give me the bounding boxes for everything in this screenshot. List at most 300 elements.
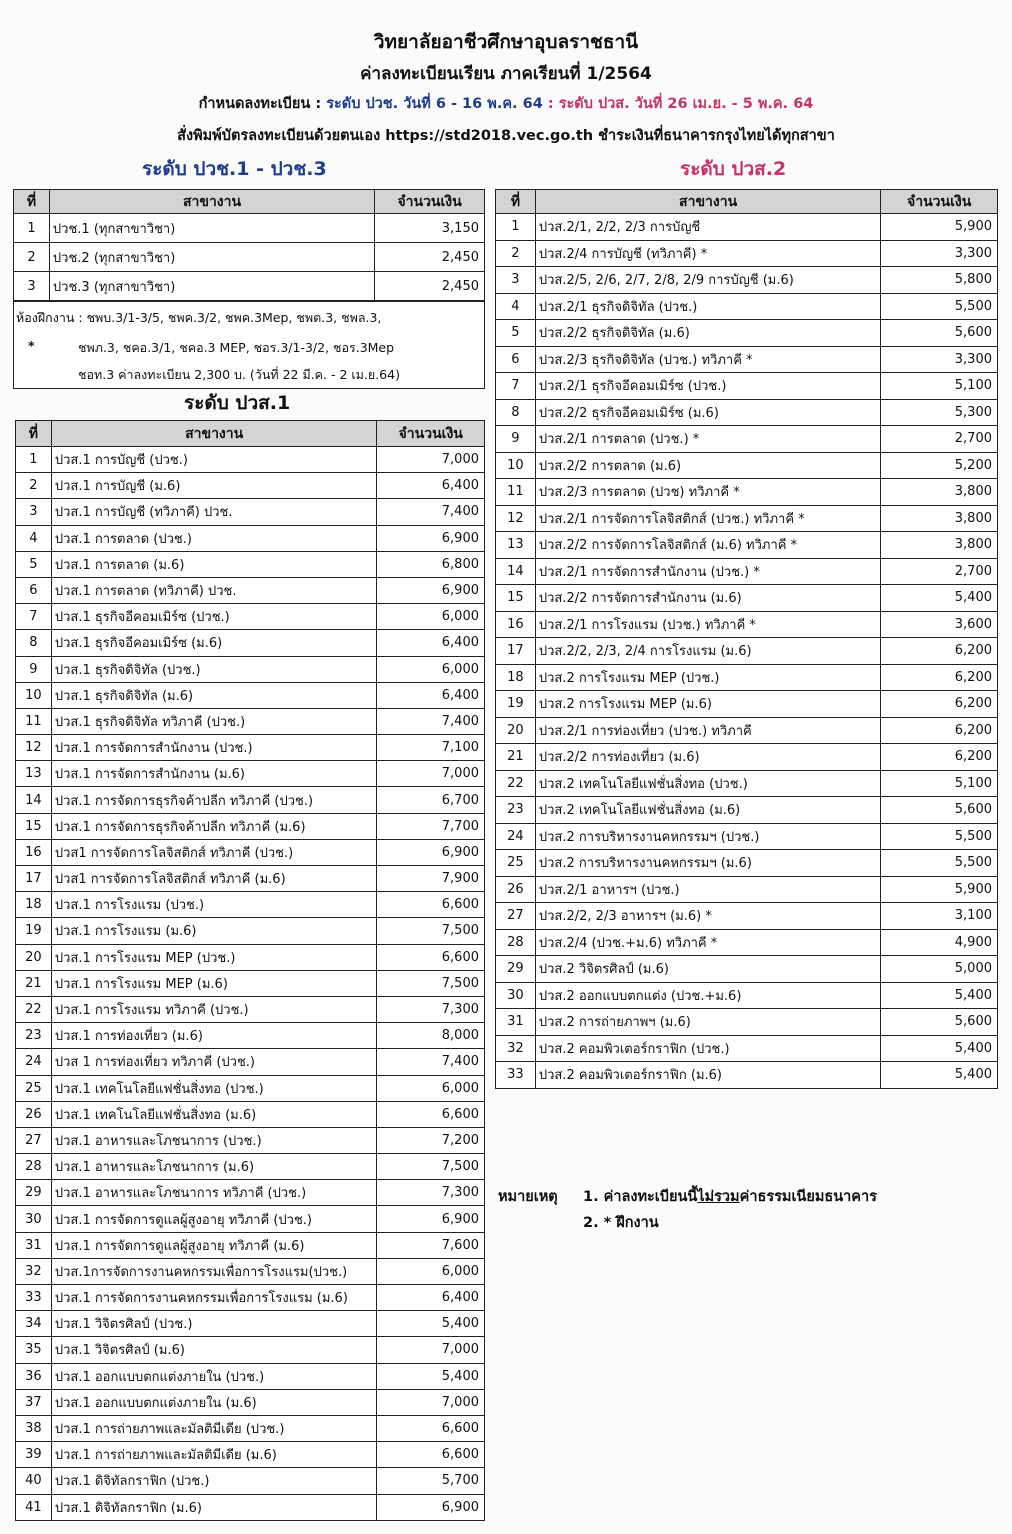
fee-amount: 6,200 — [881, 691, 998, 718]
major-name: ปวส.1 ธุรกิจอีคอมเมิร์ซ (ม.6) — [51, 630, 377, 656]
fee-amount: 7,100 — [377, 735, 485, 761]
row-number: 2 — [16, 473, 52, 499]
remark-item-2: 2. * ฝึกงาน — [583, 1215, 659, 1231]
table-row — [16, 1232, 485, 1258]
major-name: ปวส.1 ดิจิทัลกราฟิก (ม.6) — [51, 1494, 377, 1520]
major-name: ปวส.2/1 อาหารฯ (ปวช.) — [535, 876, 880, 903]
fee-amount: 7,400 — [377, 499, 485, 525]
row-number: 33 — [496, 1062, 536, 1089]
fee-amount: 5,400 — [881, 982, 998, 1009]
row-number: 17 — [496, 638, 536, 665]
major-name: ปวส.1 การตลาด (ทวิภาคี) ปวช. — [51, 577, 377, 603]
major-name: ปวส.2/1 ธุรกิจดิจิทัล (ปวช.) — [535, 293, 880, 320]
major-name: ปวส.2 เทคโนโลยีแฟชั่นสิ่งทอ (ม.6) — [535, 797, 880, 824]
table-row — [496, 320, 998, 347]
table-row — [16, 1101, 485, 1127]
fee-amount: 3,800 — [881, 532, 998, 559]
table-row — [496, 876, 998, 903]
fee-amount: 7,500 — [377, 1154, 485, 1180]
col-amount-header: จำนวนเงิน — [377, 421, 485, 447]
remark-1-prefix: 1. ค่าลงทะเบียนนี้ — [583, 1189, 698, 1205]
row-number: 24 — [496, 823, 536, 850]
major-name: ปวส.1 อาหารและโภชนาการ (ปวช.) — [51, 1127, 377, 1153]
fee-amount: 5,600 — [881, 797, 998, 824]
table-row — [16, 761, 485, 787]
table-row — [16, 630, 485, 656]
major-name: ปวส.2/2 การจัดการโลจิสติกส์ (ม.6) ทวิภาคี * — [535, 532, 880, 559]
row-number: 3 — [16, 499, 52, 525]
row-number: 31 — [496, 1009, 536, 1036]
registration-dates-label: กำหนดลงทะเบียน : — [198, 96, 327, 112]
fee-amount: 7,300 — [377, 1180, 485, 1206]
table-row — [496, 744, 998, 771]
table-row — [496, 770, 998, 797]
table-row — [496, 558, 998, 585]
fee-amount: 5,900 — [881, 214, 998, 241]
table-row — [16, 918, 485, 944]
row-number: 8 — [496, 399, 536, 426]
table-row — [16, 866, 485, 892]
fee-amount: 5,500 — [881, 850, 998, 877]
fee-amount: 5,700 — [377, 1468, 485, 1494]
table-row — [496, 664, 998, 691]
major-name: ปวช.1 (ทุกสาขาวิชา) — [49, 214, 374, 243]
row-number: 5 — [496, 320, 536, 347]
fee-amount: 7,700 — [377, 813, 485, 839]
col-no-header: ที่ — [16, 421, 52, 447]
table-row — [16, 735, 485, 761]
major-name: ปวส.2/3 ธุรกิจดิจิทัล (ปวช.) ทวิภาคี * — [535, 346, 880, 373]
fee-amount: 6,400 — [377, 473, 485, 499]
row-number: 4 — [16, 525, 52, 551]
major-name: ปวส.2 การบริหารงานคหกรรมฯ (ม.6) — [535, 850, 880, 877]
row-number: 23 — [16, 1023, 52, 1049]
major-name: ปวส.1 ธุรกิจดิจิทัล (ม.6) — [51, 682, 377, 708]
fee-amount: 2,700 — [881, 558, 998, 585]
row-number: 7 — [496, 373, 536, 400]
table-row — [496, 691, 998, 718]
major-name: ปวส.1 การบัญชี (ปวช.) — [51, 447, 377, 473]
row-number: 15 — [496, 585, 536, 612]
table-row — [16, 813, 485, 839]
remark-1-underlined: ไม่รวม — [697, 1189, 740, 1205]
major-name: ปวส.1 ธุรกิจดิจิทัล ทวิภาคี (ปวช.) — [51, 708, 377, 734]
major-name: ปวส.2/2, 2/3 อาหารฯ (ม.6) * — [535, 903, 880, 930]
workshop-note-line1: ห้องฝึกงาน : ชพบ.3/1-3/5, ชพค.3/2, ชพค.3Mep, ชพต.3, ชพล.3, — [16, 310, 382, 325]
row-number: 37 — [16, 1389, 52, 1415]
major-name: ปวส.1 อาหารและโภชนาการ (ม.6) — [51, 1154, 377, 1180]
fee-amount: 3,100 — [881, 903, 998, 930]
fee-amount: 4,900 — [881, 929, 998, 956]
pvc-section-title: ระดับ ปวช.1 - ปวช.3 — [142, 158, 327, 180]
major-name: ปวส.2/2 การตลาด (ม.6) — [535, 452, 880, 479]
major-name: ปวส.2/1, 2/2, 2/3 การบัญชี — [535, 214, 880, 241]
row-number: 1 — [16, 447, 52, 473]
row-number: 6 — [496, 346, 536, 373]
table-row — [496, 797, 998, 824]
major-name: ปวส.1 ดิจิทัลกราฟิก (ปวช.) — [51, 1468, 377, 1494]
table-row — [16, 473, 485, 499]
table-row — [16, 1180, 485, 1206]
table-row — [496, 638, 998, 665]
row-number: 26 — [16, 1101, 52, 1127]
major-name: ปวส.1 การบัญชี (ม.6) — [51, 473, 377, 499]
fee-amount: 6,600 — [377, 1415, 485, 1441]
major-name: ปวส.1 การโรงแรม MEP (ปวช.) — [51, 944, 377, 970]
fee-amount: 5,500 — [881, 823, 998, 850]
row-number: 3 — [496, 267, 536, 294]
row-number: 7 — [16, 604, 52, 630]
fee-amount: 7,400 — [377, 1049, 485, 1075]
row-number: 1 — [496, 214, 536, 241]
row-number: 23 — [496, 797, 536, 824]
fee-amount: 6,600 — [377, 944, 485, 970]
major-name: ปวส.1 การถ่ายภาพและมัลติมีเดีย (ม.6) — [51, 1442, 377, 1468]
fee-amount: 5,100 — [881, 373, 998, 400]
row-number: 11 — [496, 479, 536, 506]
fee-amount: 7,600 — [377, 1232, 485, 1258]
fee-amount: 5,600 — [881, 1009, 998, 1036]
fee-amount: 6,900 — [377, 1494, 485, 1520]
table-row — [496, 373, 998, 400]
fee-amount: 3,300 — [881, 346, 998, 373]
major-name: ปวส.2/4 (ปวช.+ม.6) ทวิภาคี * — [535, 929, 880, 956]
major-name: ปวส.2 การโรงแรม MEP (ม.6) — [535, 691, 880, 718]
row-number: 30 — [496, 982, 536, 1009]
major-name: ปวส.2 ออกแบบตกแต่ง (ปวช.+ม.6) — [535, 982, 880, 1009]
row-number: 38 — [16, 1415, 52, 1441]
col-major-header: สาขางาน — [49, 190, 374, 214]
fee-amount: 5,400 — [377, 1363, 485, 1389]
table-row — [496, 717, 998, 744]
remarks-label: หมายเหตุ — [498, 1189, 558, 1205]
major-name: ปวส 1 การท่องเที่ยว ทวิภาคี (ปวช.) — [51, 1049, 377, 1075]
fee-amount: 7,300 — [377, 996, 485, 1022]
row-number: 32 — [496, 1035, 536, 1062]
fee-amount: 5,400 — [377, 1311, 485, 1337]
table-row — [16, 839, 485, 865]
row-number: 29 — [496, 956, 536, 983]
major-name: ปวส.1 การโรงแรม (ปวช.) — [51, 892, 377, 918]
row-number: 39 — [16, 1442, 52, 1468]
fee-amount: 5,800 — [881, 267, 998, 294]
fee-amount: 5,600 — [881, 320, 998, 347]
table-row — [496, 982, 998, 1009]
row-number: 14 — [496, 558, 536, 585]
row-number: 35 — [16, 1337, 52, 1363]
row-number: 4 — [496, 293, 536, 320]
major-name: ปวส.1 ธุรกิจดิจิทัล (ปวช.) — [51, 656, 377, 682]
major-name: ปวส.1 การจัดการสำนักงาน (ม.6) — [51, 761, 377, 787]
pvs-dates: ระดับ ปวส. วันที่ 26 เม.ย. - 5 พ.ค. 64 — [558, 96, 814, 112]
table-row — [16, 1049, 485, 1075]
major-name: ปวส.1 ออกแบบตกแต่งภายใน (ปวช.) — [51, 1363, 377, 1389]
row-number: 18 — [496, 664, 536, 691]
row-number: 5 — [16, 551, 52, 577]
table-row — [16, 1206, 485, 1232]
row-number: 13 — [496, 532, 536, 559]
fee-amount: 6,400 — [377, 630, 485, 656]
table-row — [496, 585, 998, 612]
row-number: 2 — [496, 240, 536, 267]
table-row — [16, 604, 485, 630]
row-number: 24 — [16, 1049, 52, 1075]
table-row — [496, 850, 998, 877]
table-row — [16, 1442, 485, 1468]
major-name: ปวส.2/4 การบัญชี (ทวิภาคี) * — [535, 240, 880, 267]
fee-amount: 6,000 — [377, 1075, 485, 1101]
table-row — [16, 1494, 485, 1520]
major-name: ปวส.1 เทคโนโลยีแฟชั่นสิ่งทอ (ปวช.) — [51, 1075, 377, 1101]
table-row — [496, 903, 998, 930]
major-name: ปวส.2 การถ่ายภาพฯ (ม.6) — [535, 1009, 880, 1036]
table-row — [496, 426, 998, 453]
fee-amount: 6,000 — [377, 656, 485, 682]
fee-amount: 6,000 — [377, 604, 485, 630]
major-name: ปวส.2 การบริหารงานคหกรรมฯ (ปวช.) — [535, 823, 880, 850]
table-row — [496, 532, 998, 559]
table-row — [496, 956, 998, 983]
major-name: ปวส.1การจัดการงานคหกรรมเพื่อการโรงแรม(ปวช.) — [51, 1258, 377, 1284]
fee-amount: 6,900 — [377, 1206, 485, 1232]
table-row — [16, 996, 485, 1022]
major-name: ปวส.2/1 การจัดการสำนักงาน (ปวช.) * — [535, 558, 880, 585]
table-row — [496, 1062, 998, 1089]
major-name: ปวส.1 วิจิตรศิลป์ (ม.6) — [51, 1337, 377, 1363]
table-row — [496, 1035, 998, 1062]
row-number: 16 — [16, 839, 52, 865]
row-number: 14 — [16, 787, 52, 813]
major-name: ปวส.2/5, 2/6, 2/7, 2/8, 2/9 การบัญชี (ม.6) — [535, 267, 880, 294]
major-name: ปวส1 การจัดการโลจิสติกส์ ทวิภาคี (ปวช.) — [51, 839, 377, 865]
col-amount-header: จำนวนเงิน — [375, 190, 485, 214]
major-name: ปวส.1 การท่องเที่ยว (ม.6) — [51, 1023, 377, 1049]
major-name: ปวส.1 การโรงแรม ทวิภาคี (ปวช.) — [51, 996, 377, 1022]
table-row — [16, 892, 485, 918]
row-number: 19 — [16, 918, 52, 944]
table-row — [16, 1415, 485, 1441]
document-title: ค่าลงทะเบียนเรียน ภาคเรียนที่ 1/2564 — [360, 64, 652, 84]
table-row — [16, 1023, 485, 1049]
major-name: ปวส.1 การตลาด (ปวช.) — [51, 525, 377, 551]
table-row — [16, 1311, 485, 1337]
pvs1-fee-table — [15, 420, 485, 1521]
fee-amount: 3,800 — [881, 505, 998, 532]
fee-amount: 7,900 — [377, 866, 485, 892]
row-number: 15 — [16, 813, 52, 839]
pvc-dates: ระดับ ปวช. วันที่ 6 - 16 พ.ค. 64 — [326, 96, 543, 112]
table-row — [496, 823, 998, 850]
col-amount-header: จำนวนเงิน — [881, 190, 998, 214]
table-row — [496, 479, 998, 506]
table-row — [16, 499, 485, 525]
row-number: 16 — [496, 611, 536, 638]
major-name: ปวส.1 การจัดการงานคหกรรมเพื่อการโรงแรม (ม.6) — [51, 1285, 377, 1311]
table-row — [16, 787, 485, 813]
row-number: 6 — [16, 577, 52, 603]
table-row — [16, 970, 485, 996]
row-number: 18 — [16, 892, 52, 918]
fee-amount: 6,200 — [881, 744, 998, 771]
table-row — [16, 1258, 485, 1284]
major-name: ปวส.2/1 ธุรกิจอีคอมเมิร์ซ (ปวช.) — [535, 373, 880, 400]
row-number: 21 — [16, 970, 52, 996]
major-name: ปวส.2 คอมพิวเตอร์กราฟิก (ม.6) — [535, 1062, 880, 1089]
row-number: 10 — [496, 452, 536, 479]
pvc-fee-table — [13, 189, 485, 301]
fee-amount: 2,450 — [375, 243, 485, 272]
major-name: ปวส.1 การโรงแรม (ม.6) — [51, 918, 377, 944]
pvs1-section-title: ระดับ ปวส.1 — [184, 392, 291, 414]
row-number: 8 — [16, 630, 52, 656]
table-row — [16, 1389, 485, 1415]
major-name: ปวส.1 การจัดการธุรกิจค้าปลีก ทวิภาคี (ม.6) — [51, 813, 377, 839]
fee-amount: 5,200 — [881, 452, 998, 479]
table-row — [496, 505, 998, 532]
fee-amount: 7,500 — [377, 970, 485, 996]
fee-amount: 7,400 — [377, 708, 485, 734]
row-number: 25 — [496, 850, 536, 877]
row-number: 31 — [16, 1232, 52, 1258]
major-name: ปวส.1 การโรงแรม MEP (ม.6) — [51, 970, 377, 996]
major-name: ปวส.2/1 การตลาด (ปวช.) * — [535, 426, 880, 453]
row-number: 22 — [496, 770, 536, 797]
row-number: 28 — [16, 1154, 52, 1180]
fee-amount: 6,400 — [377, 1285, 485, 1311]
fee-amount: 7,000 — [377, 1389, 485, 1415]
row-number: 12 — [496, 505, 536, 532]
major-name: ปวส.2 วิจิตรศิลป์ (ม.6) — [535, 956, 880, 983]
major-name: ปวส.2/1 การจัดการโลจิสติกส์ (ปวช.) ทวิภาคี * — [535, 505, 880, 532]
major-name: ปวส.2 คอมพิวเตอร์กราฟิก (ปวช.) — [535, 1035, 880, 1062]
table-row — [496, 214, 998, 241]
row-number: 3 — [14, 272, 50, 301]
major-name: ปวส.2/2 ธุรกิจอีคอมเมิร์ซ (ม.6) — [535, 399, 880, 426]
table-row — [16, 1285, 485, 1311]
col-major-header: สาขางาน — [51, 421, 377, 447]
fee-amount: 8,000 — [377, 1023, 485, 1049]
fee-amount: 6,800 — [377, 551, 485, 577]
fee-amount: 6,900 — [377, 839, 485, 865]
major-name: ปวส.2/2 ธุรกิจดิจิทัล (ม.6) — [535, 320, 880, 347]
major-name: ปวส.1 การจัดการดูแลผู้สูงอายุ ทวิภาคี (ม.6) — [51, 1232, 377, 1258]
row-number: 9 — [496, 426, 536, 453]
table-row — [14, 214, 485, 243]
workshop-room-note — [13, 301, 485, 389]
fee-amount: 7,000 — [377, 761, 485, 787]
major-name: ปวส.2/1 การโรงแรม (ปวช.) ทวิภาคี * — [535, 611, 880, 638]
table-row — [496, 293, 998, 320]
fee-amount: 6,400 — [377, 682, 485, 708]
fee-amount: 6,600 — [377, 1101, 485, 1127]
print-and-payment-info: สั่งพิมพ์บัตรลงทะเบียนด้วยตนเอง https://std2018.vec.go.th ชำระเงินที่ธนาคารกรุงไทยได้ทุกสาขา — [177, 128, 835, 144]
major-name: ปวส.2/3 การตลาด (ปวช) ทวิภาคี * — [535, 479, 880, 506]
table-row — [496, 611, 998, 638]
row-number: 36 — [16, 1363, 52, 1389]
row-number: 21 — [496, 744, 536, 771]
major-name: ปวช.2 (ทุกสาขาวิชา) — [49, 243, 374, 272]
row-number: 30 — [16, 1206, 52, 1232]
row-number: 20 — [16, 944, 52, 970]
dates-separator: : — [542, 96, 559, 112]
table-row — [16, 1337, 485, 1363]
table-row — [16, 1127, 485, 1153]
major-name: ปวส.1 อาหารและโภชนาการ ทวิภาคี (ปวช.) — [51, 1180, 377, 1206]
major-name: ปวส.1 เทคโนโลยีแฟชั่นสิ่งทอ (ม.6) — [51, 1101, 377, 1127]
fee-amount: 2,700 — [881, 426, 998, 453]
table-row — [16, 1154, 485, 1180]
table-row — [16, 944, 485, 970]
fee-amount: 3,300 — [881, 240, 998, 267]
row-number: 10 — [16, 682, 52, 708]
row-number: 1 — [14, 214, 50, 243]
fee-amount: 6,900 — [377, 525, 485, 551]
workshop-note-star: * — [28, 338, 35, 353]
fee-amount: 7,500 — [377, 918, 485, 944]
major-name: ปวส.2/1 การท่องเที่ยว (ปวช.) ทวิภาคี — [535, 717, 880, 744]
row-number: 22 — [16, 996, 52, 1022]
table-row — [16, 1075, 485, 1101]
table-row — [16, 551, 485, 577]
table-row — [16, 1363, 485, 1389]
fee-amount: 7,000 — [377, 447, 485, 473]
fee-amount: 6,200 — [881, 664, 998, 691]
table-row — [496, 929, 998, 956]
row-number: 17 — [16, 866, 52, 892]
row-number: 27 — [496, 903, 536, 930]
major-name: ปวส.1 การจัดการดูแลผู้สูงอายุ ทวิภาคี (ปวช.) — [51, 1206, 377, 1232]
row-number: 12 — [16, 735, 52, 761]
row-number: 13 — [16, 761, 52, 787]
row-number: 26 — [496, 876, 536, 903]
major-name: ปวส.2/2, 2/3, 2/4 การโรงแรม (ม.6) — [535, 638, 880, 665]
table-row — [496, 346, 998, 373]
fee-amount: 6,600 — [377, 892, 485, 918]
pvs2-fee-table — [495, 189, 998, 1089]
major-name: ปวส.1 ธุรกิจอีคอมเมิร์ซ (ปวช.) — [51, 604, 377, 630]
table-row — [496, 267, 998, 294]
college-name: วิทยาลัยอาชีวศึกษาอุบลราชธานี — [373, 31, 639, 53]
row-number: 32 — [16, 1258, 52, 1284]
row-number: 28 — [496, 929, 536, 956]
table-row — [496, 399, 998, 426]
registration-dates — [0, 92, 1012, 115]
major-name: ปวส1 การจัดการโลจิสติกส์ ทวิภาคี (ม.6) — [51, 866, 377, 892]
remark-item-1 — [583, 1185, 877, 1208]
major-name: ปวส.1 การจัดการสำนักงาน (ปวช.) — [51, 735, 377, 761]
table-row — [496, 452, 998, 479]
major-name: ปวส.1 การบัญชี (ทวิภาคี) ปวช. — [51, 499, 377, 525]
fee-amount: 6,200 — [881, 638, 998, 665]
table-row — [496, 1009, 998, 1036]
pvs2-section-title: ระดับ ปวส.2 — [680, 158, 787, 180]
row-number: 34 — [16, 1311, 52, 1337]
table-row — [496, 240, 998, 267]
col-no-header: ที่ — [496, 190, 536, 214]
major-name: ปวส.1 การตลาด (ม.6) — [51, 551, 377, 577]
fee-amount: 3,600 — [881, 611, 998, 638]
row-number: 11 — [16, 708, 52, 734]
remark-1-suffix: ค่าธรรมเนียมธนาคาร — [739, 1189, 877, 1205]
table-row — [16, 577, 485, 603]
major-name: ปวส.2/2 การท่องเที่ยว (ม.6) — [535, 744, 880, 771]
major-name: ปวส.1 การถ่ายภาพและมัลติมีเดีย (ปวช.) — [51, 1415, 377, 1441]
fee-amount: 5,000 — [881, 956, 998, 983]
major-name: ปวช.3 (ทุกสาขาวิชา) — [49, 272, 374, 301]
table-row — [14, 243, 485, 272]
row-number: 19 — [496, 691, 536, 718]
table-row — [16, 1468, 485, 1494]
